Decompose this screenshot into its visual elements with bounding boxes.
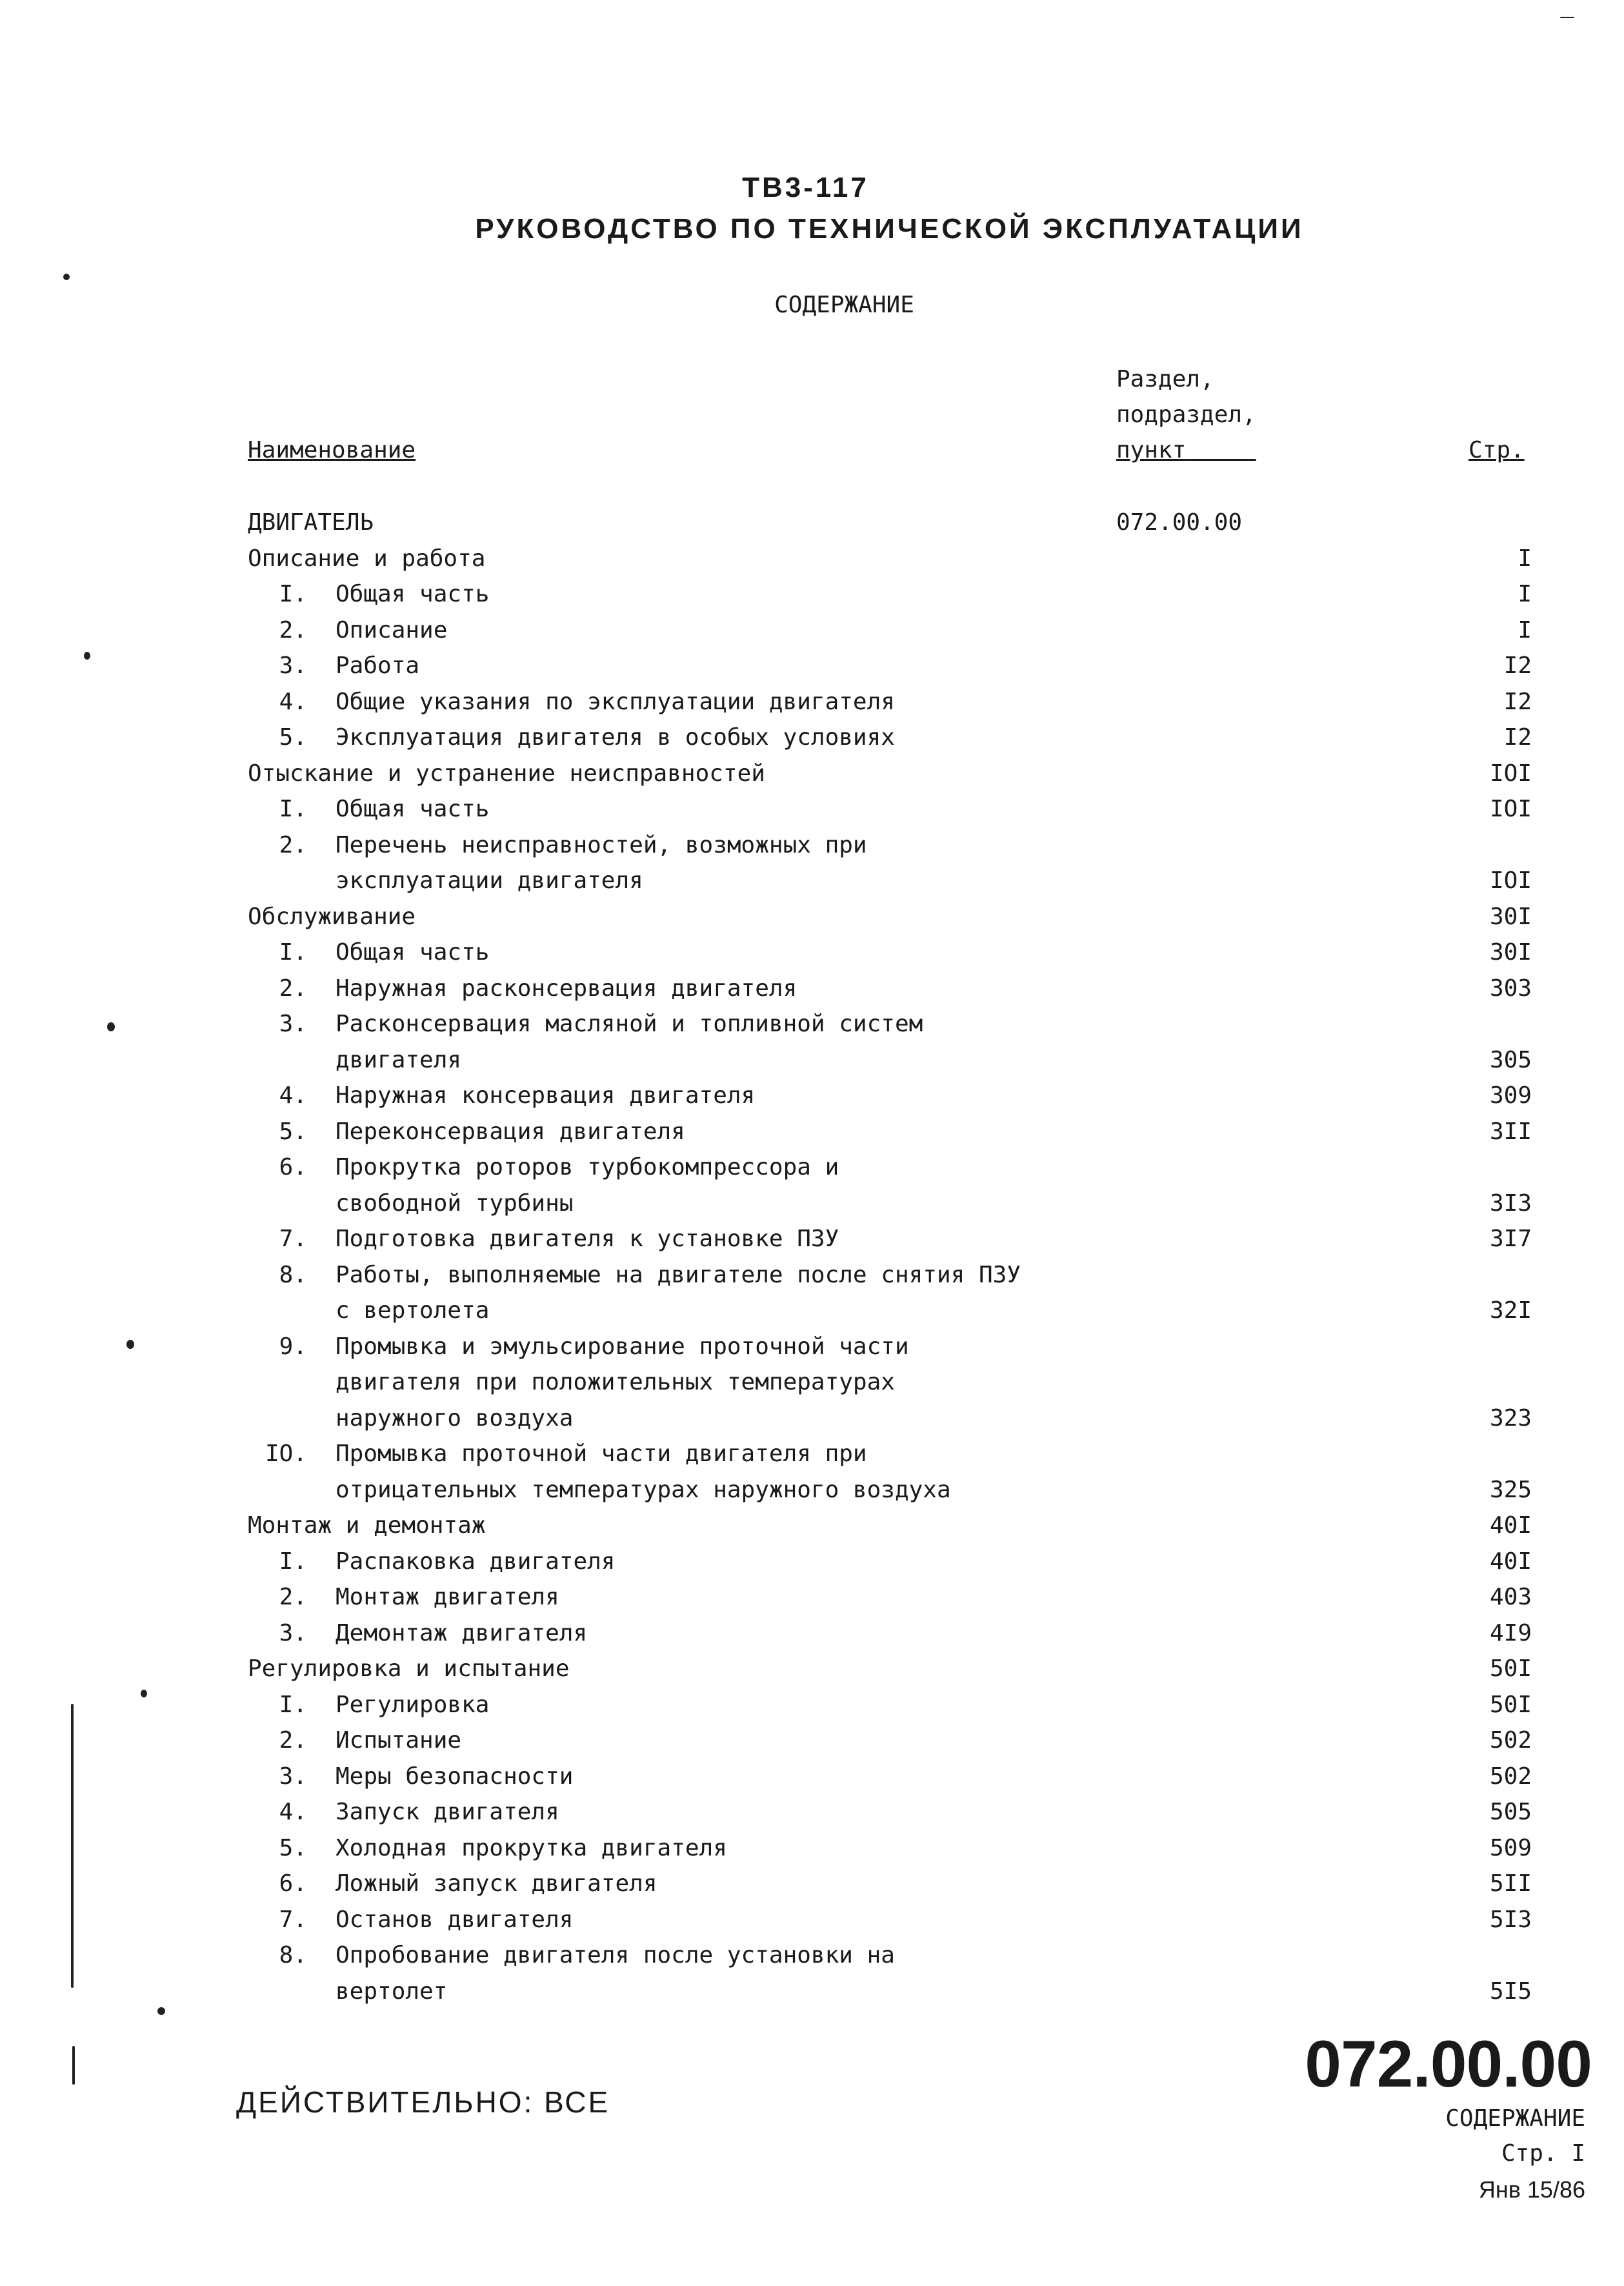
toc-row	[248, 756, 1532, 792]
scan-speck	[157, 2007, 165, 2015]
toc-row	[248, 1364, 1532, 1401]
toc-item-number: 6.	[279, 1870, 307, 1897]
toc-item-title: ДВИГАТЕЛЬ	[248, 509, 374, 536]
toc-item-page: 505	[1489, 1799, 1532, 1825]
toc-row	[248, 1293, 1532, 1329]
binding-mark	[71, 1704, 74, 1988]
table-of-contents	[248, 505, 1532, 2009]
chapter-code: 072.00.00	[1305, 2027, 1592, 2101]
toc-row	[248, 1902, 1532, 1938]
column-header-page: Стр.	[1469, 437, 1525, 463]
toc-item-title: вертолет	[336, 1977, 448, 2005]
toc-item-title: Демонтаж двигателя	[336, 1619, 588, 1646]
toc-row	[248, 612, 1532, 649]
toc-row	[248, 935, 1532, 971]
engine-model-heading: ТВ3-117	[742, 172, 869, 203]
scan-speck	[63, 274, 70, 280]
column-header-section	[1116, 361, 1256, 468]
toc-item-number: 4.	[279, 1082, 307, 1109]
toc-row	[248, 1866, 1532, 1902]
manual-title-heading: РУКОВОДСТВО ПО ТЕХНИЧЕСКОЙ ЭКСПЛУАТАЦИИ	[475, 213, 1304, 245]
toc-item-title: Отыскание и устранение неисправностей	[248, 760, 765, 787]
toc-row	[248, 1078, 1532, 1114]
toc-row	[248, 505, 1532, 541]
toc-item-title: отрицательных температурах наружного воздуха	[336, 1476, 951, 1503]
toc-row	[248, 791, 1532, 827]
toc-row	[248, 1723, 1532, 1759]
toc-item-page: 305	[1489, 1046, 1532, 1073]
toc-item-title: Работа	[336, 652, 420, 679]
toc-item-number: 8.	[279, 1942, 307, 1968]
toc-item-page: 509	[1489, 1834, 1532, 1861]
toc-item-number: 2.	[279, 831, 307, 858]
column-header-section-line3: пункт	[1116, 437, 1187, 463]
toc-item-page: 303	[1489, 975, 1532, 1002]
toc-item-title: Испытание	[336, 1727, 462, 1754]
toc-row	[248, 1257, 1532, 1293]
toc-item-page: I2	[1503, 652, 1532, 679]
scan-speck	[107, 1022, 115, 1031]
toc-item-page: 325	[1489, 1476, 1532, 1503]
toc-item-number: I.	[279, 1691, 307, 1718]
toc-item-page: 40I	[1489, 1548, 1532, 1575]
toc-row	[248, 1472, 1532, 1508]
toc-row	[248, 1149, 1532, 1186]
toc-item-number: 5.	[279, 724, 307, 751]
toc-item-title: Распаковка двигателя	[336, 1548, 616, 1575]
toc-item-title: эксплуатации двигателя	[336, 867, 643, 894]
toc-row	[248, 827, 1532, 864]
toc-item-title: Останов двигателя	[336, 1906, 574, 1933]
toc-item-page: IOI	[1489, 867, 1532, 894]
footer-section-label: СОДЕРЖАНИЕ	[1445, 2105, 1585, 2132]
toc-item-page: 50I	[1489, 1655, 1532, 1682]
toc-row	[248, 648, 1532, 684]
toc-row	[248, 1329, 1532, 1365]
toc-item-number: 5.	[279, 1118, 307, 1145]
toc-item-number: 5.	[279, 1834, 307, 1861]
toc-item-page: 5I5	[1489, 1977, 1532, 2005]
toc-item-page: 309	[1489, 1082, 1532, 1109]
toc-item-title: Холодная прокрутка двигателя	[336, 1834, 727, 1861]
toc-item-page: 3I7	[1489, 1226, 1532, 1252]
toc-row	[248, 720, 1532, 756]
toc-row	[248, 1830, 1532, 1866]
toc-row	[248, 1974, 1532, 2010]
toc-item-page: 5II	[1489, 1870, 1532, 1897]
toc-row	[248, 684, 1532, 720]
toc-row	[248, 1794, 1532, 1830]
toc-item-number: 4.	[279, 1799, 307, 1825]
toc-row	[248, 1759, 1532, 1795]
toc-row	[248, 1687, 1532, 1723]
toc-row	[248, 1006, 1532, 1042]
toc-row	[248, 541, 1532, 577]
toc-row	[248, 1615, 1532, 1652]
toc-item-number: I.	[279, 796, 307, 822]
toc-item-number: 9.	[279, 1333, 307, 1360]
toc-item-title: Опробование двигателя после установки на	[336, 1942, 895, 1968]
toc-item-title: Общая часть	[336, 939, 490, 966]
toc-item-number: 8.	[279, 1261, 307, 1288]
toc-item-title: Переконсервация двигателя	[336, 1118, 685, 1145]
toc-item-title: Промывка проточной части двигателя при	[336, 1441, 867, 1467]
toc-item-page: 323	[1489, 1404, 1532, 1431]
toc-item-page: I	[1518, 616, 1532, 643]
scan-speck	[141, 1690, 147, 1697]
toc-item-number: 4.	[279, 688, 307, 715]
toc-item-title: Расконсервация масляной и топливной систем	[336, 1011, 923, 1037]
toc-item-title: Работы, выполняемые на двигателе после снятия ПЗУ	[336, 1261, 1021, 1288]
toc-item-page: I	[1518, 545, 1532, 572]
toc-item-page: 32I	[1489, 1297, 1532, 1324]
toc-item-number: I.	[279, 939, 307, 966]
toc-row	[248, 1937, 1532, 1974]
toc-item-number: 7.	[279, 1226, 307, 1252]
toc-item-page: 3II	[1489, 1118, 1532, 1145]
toc-item-number: I.	[279, 581, 307, 607]
toc-row	[248, 1042, 1532, 1078]
toc-item-title: Эксплуатация двигателя в особых условиях	[336, 724, 895, 751]
toc-item-page: 50I	[1489, 1691, 1532, 1718]
toc-item-page: 40I	[1489, 1512, 1532, 1539]
toc-row	[248, 1544, 1532, 1580]
toc-item-number: 3.	[279, 652, 307, 679]
toc-item-number: 2.	[279, 1727, 307, 1754]
toc-item-title: Перечень неисправностей, возможных при	[336, 831, 867, 858]
toc-item-title: Ложный запуск двигателя	[336, 1870, 657, 1897]
contents-title: СОДЕРЖАНИЕ	[774, 292, 914, 318]
toc-item-number: IO.	[265, 1441, 307, 1467]
toc-item-page: 30I	[1489, 939, 1532, 966]
toc-row	[248, 1186, 1532, 1222]
scan-speck	[126, 1340, 134, 1349]
column-header-name: Наименование	[248, 437, 416, 463]
toc-item-page: I	[1518, 581, 1532, 607]
toc-item-title: Подготовка двигателя к установке ПЗУ	[336, 1226, 839, 1252]
toc-item-page: 403	[1489, 1584, 1532, 1610]
toc-row	[248, 1579, 1532, 1615]
toc-item-page: I2	[1503, 688, 1532, 715]
footer-page-number: Стр. I	[1501, 2140, 1585, 2167]
column-header-section-line2: подраздел,	[1116, 401, 1256, 428]
scan-speck	[84, 652, 90, 660]
toc-item-title: Прокрутка роторов турбокомпрессора и	[336, 1154, 839, 1180]
toc-row	[248, 1651, 1532, 1687]
toc-item-page: 502	[1489, 1763, 1532, 1790]
toc-item-title: двигателя при положительных температурах	[336, 1369, 895, 1395]
toc-row	[248, 971, 1532, 1007]
toc-item-page: 30I	[1489, 903, 1532, 930]
toc-row	[248, 1114, 1532, 1150]
toc-item-number: 2.	[279, 975, 307, 1002]
toc-item-page: 502	[1489, 1727, 1532, 1754]
toc-item-page: 4I9	[1489, 1619, 1532, 1646]
toc-item-title: свободной турбины	[336, 1189, 574, 1217]
toc-item-title: Монтаж и демонтаж	[248, 1512, 486, 1539]
toc-item-title: Запуск двигателя	[336, 1799, 559, 1825]
toc-item-title: Наружная консервация двигателя	[336, 1082, 756, 1109]
footer-date: Янв 15/86	[1478, 2176, 1585, 2203]
toc-item-section-code: 072.00.00	[1116, 509, 1243, 536]
toc-item-number: 7.	[279, 1906, 307, 1933]
toc-item-title: Общая часть	[336, 796, 490, 822]
toc-item-number: 3.	[279, 1763, 307, 1790]
toc-item-title: наружного воздуха	[336, 1404, 574, 1431]
column-header-section-line1: Раздел,	[1116, 366, 1214, 392]
toc-item-title: Описание и работа	[248, 545, 486, 572]
toc-item-title: Описание	[336, 616, 448, 643]
toc-item-title: Обслуживание	[248, 903, 416, 930]
toc-item-title: Наружная расконсервация двигателя	[336, 975, 797, 1002]
toc-item-title: Общие указания по эксплуатации двигателя	[336, 688, 895, 715]
toc-item-page: 5I3	[1489, 1906, 1532, 1933]
validity-note: ДЕЙСТВИТЕЛЬНО: ВСЕ	[236, 2085, 610, 2119]
toc-item-page: 3I3	[1489, 1189, 1532, 1217]
binding-mark	[72, 2046, 75, 2085]
toc-item-title: Общая часть	[336, 581, 490, 607]
toc-row	[248, 1436, 1532, 1472]
toc-row	[248, 1221, 1532, 1257]
toc-row	[248, 863, 1532, 899]
toc-item-number: I.	[279, 1548, 307, 1575]
toc-item-page: I2	[1503, 724, 1532, 751]
toc-item-number: 3.	[279, 1619, 307, 1646]
toc-row	[248, 576, 1532, 612]
toc-item-title: двигателя	[336, 1046, 462, 1073]
toc-item-page: IOI	[1489, 796, 1532, 822]
toc-item-title: с вертолета	[336, 1297, 490, 1324]
toc-item-title: Регулировка	[336, 1691, 490, 1718]
toc-item-number: 2.	[279, 616, 307, 643]
toc-item-number: 2.	[279, 1584, 307, 1610]
toc-row	[248, 1508, 1532, 1544]
toc-row	[248, 899, 1532, 935]
toc-item-title: Регулировка и испытание	[248, 1655, 570, 1682]
toc-item-number: 3.	[279, 1011, 307, 1037]
binding-mark	[1560, 17, 1574, 18]
toc-item-title: Меры безопасности	[336, 1763, 574, 1790]
toc-row	[248, 1401, 1532, 1437]
toc-item-number: 6.	[279, 1154, 307, 1180]
toc-item-title: Монтаж двигателя	[336, 1584, 559, 1610]
toc-item-page: IOI	[1489, 760, 1532, 787]
toc-item-title: Промывка и эмульсирование проточной части	[336, 1333, 909, 1360]
